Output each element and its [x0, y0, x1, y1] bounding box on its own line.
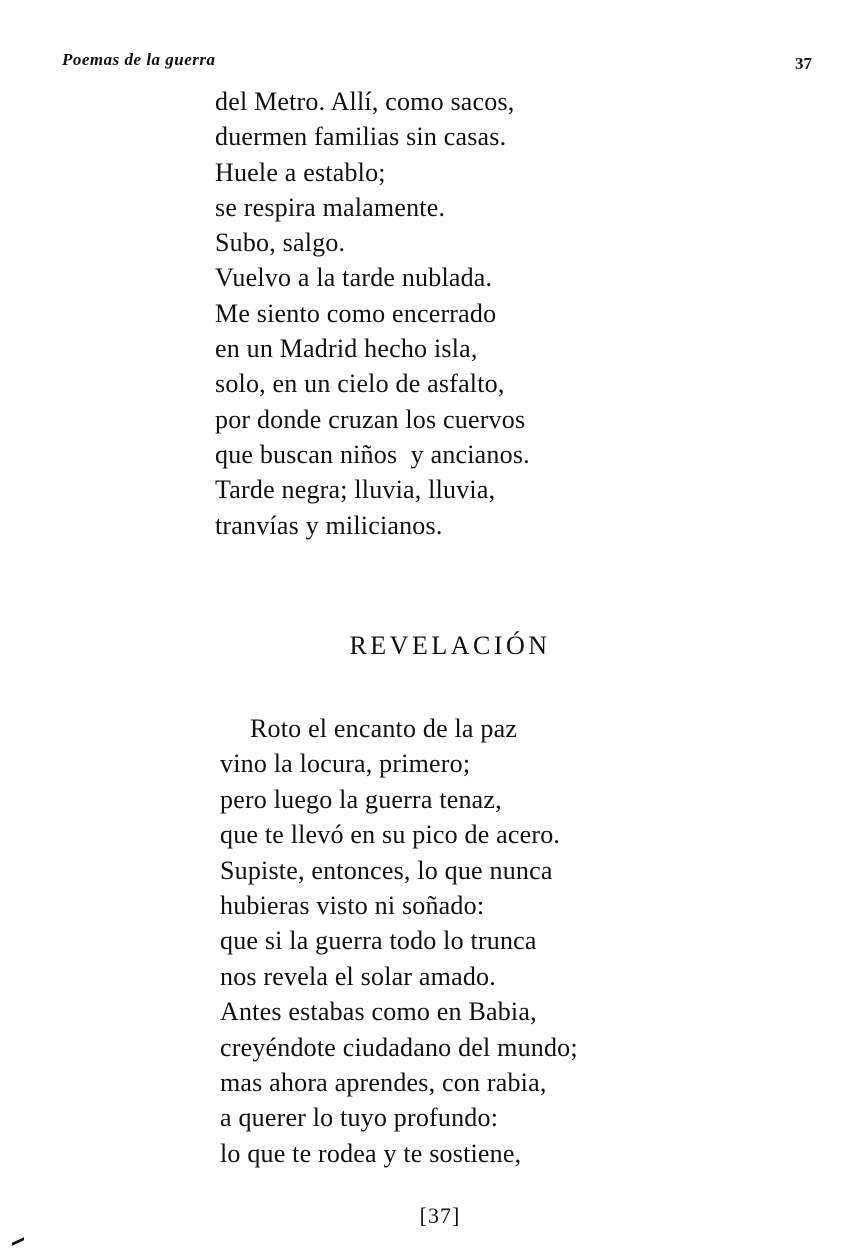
verse-line: Huele a establo; — [215, 157, 386, 187]
verse-line: pero luego la guerra tenaz, — [220, 784, 502, 814]
poem-body — [220, 711, 578, 1171]
verse-line: duermen familias sin casas. — [215, 122, 507, 152]
verse-line: en un Madrid hecho isla, — [215, 334, 478, 364]
verse-line: solo, en un cielo de asfalto, — [215, 369, 505, 399]
verse-line: que si la guerra todo lo trunca — [220, 926, 537, 956]
verse-line: se respira malamente. — [215, 192, 446, 222]
continued-poem — [215, 84, 530, 543]
verse-line: Supiste, entonces, lo que nunca — [220, 855, 553, 885]
verse-line: Me siento como encerrado — [215, 298, 497, 328]
verse-line: nos revela el solar amado. — [220, 961, 496, 991]
scan-mark — [12, 1237, 24, 1246]
verse-line: Tarde negra; lluvia, lluvia, — [215, 475, 496, 505]
verse-line: Subo, salgo. — [215, 228, 346, 258]
verse-line: mas ahora aprendes, con rabia, — [220, 1068, 547, 1098]
verse-line: Roto el encanto de la paz — [250, 714, 518, 743]
verse-line: del Metro. Allí, como sacos, — [215, 87, 515, 116]
running-title: Poemas de la guerra — [62, 50, 216, 69]
verse-line: que buscan niños y ancianos. — [215, 439, 530, 469]
running-head — [62, 50, 812, 74]
verse-line: creyéndote ciudadano del mundo; — [220, 1032, 578, 1062]
folio-number: [37] — [419, 1203, 461, 1228]
verse-line: vino la locura, primero; — [220, 749, 471, 779]
verse-line: tranvías y milicianos. — [215, 510, 443, 540]
verse-line: por donde cruzan los cuervos — [215, 404, 526, 434]
page-number: 37 — [795, 54, 812, 73]
poem-title: REVELACIÓN — [349, 631, 551, 660]
verse-line: que te llevó en su pico de acero. — [220, 820, 561, 850]
verse-line: Vuelvo a la tarde nublada. — [215, 263, 493, 293]
verse-line: Antes estabas como en Babia, — [220, 997, 537, 1027]
verse-line: lo que te rodea y te sostiene, — [220, 1138, 522, 1168]
verse-line: hubieras visto ni soñado: — [220, 891, 485, 921]
verse-line: a querer lo tuyo profundo: — [220, 1103, 499, 1133]
